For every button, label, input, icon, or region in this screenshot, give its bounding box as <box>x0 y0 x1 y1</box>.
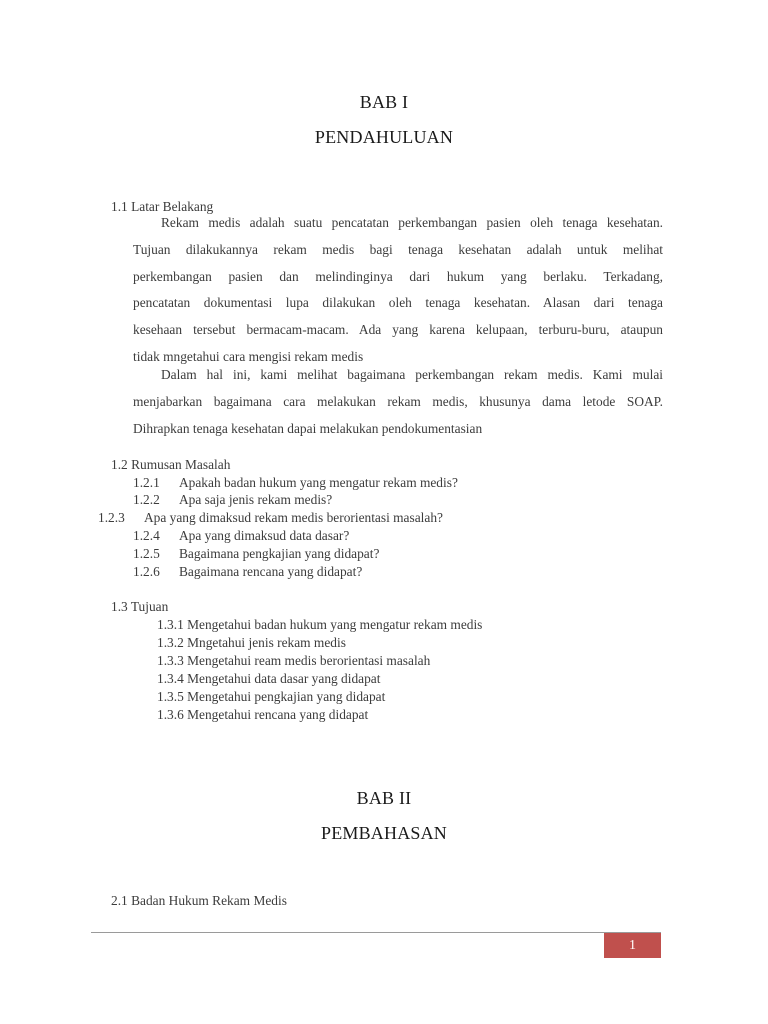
list-item <box>133 492 332 508</box>
list-item: 1.3.2 Mngetahui jenis rekam medis <box>157 635 346 650</box>
list-item: 1.3.5 Mengetahui pengkajian yang didapat <box>157 689 386 704</box>
section-2-1-heading: 2.1 Badan Hukum Rekam Medis <box>111 893 287 908</box>
section-1-1-heading: 1.1 Latar Belakang <box>111 199 214 214</box>
list-item-number: 1.2.4 <box>133 528 160 543</box>
page-number-badge: 1 <box>604 933 661 958</box>
list-item: 1.3.3 Mengetahui ream medis berorientasi masalah <box>157 653 431 668</box>
list-item <box>133 564 362 580</box>
list-item <box>98 510 443 526</box>
chapter-2-label: BAB II <box>356 788 412 808</box>
list-item <box>133 546 379 562</box>
background-paragraph-2 <box>133 362 663 442</box>
paragraph-line: perkembangan pasien dan melindinginya dari hukum yang berlaku. Terkadang, <box>133 268 663 284</box>
paragraph-line: kesehaan tersebut bermacam-macam. Ada yang karena kelupaan, terburu-buru, ataupun <box>133 322 663 338</box>
footer-divider <box>91 932 661 933</box>
list-item-text: Bagaimana pengkajian yang didapat? <box>179 546 380 561</box>
paragraph-line: tidak mngetahui cara mengisi rekam medis <box>133 348 364 364</box>
list-item-number: 1.2.5 <box>133 546 160 561</box>
list-item: 1.3.1 Mengetahui badan hukum yang mengatur rekam medis <box>157 617 483 632</box>
list-item-number: 1.2.1 <box>133 475 160 490</box>
list-item-text: Apa yang dimaksud rekam medis berorientasi masalah? <box>144 510 443 525</box>
list-item: 1.3.4 Mengetahui data dasar yang didapat <box>157 671 381 686</box>
list-item-text: Apa saja jenis rekam medis? <box>179 492 333 507</box>
chapter-2-title: PEMBAHASAN <box>320 823 448 843</box>
chapter-1-title: PENDAHULUAN <box>314 127 454 147</box>
list-item <box>133 475 458 491</box>
list-item-text: Apa yang dimaksud data dasar? <box>179 528 350 543</box>
paragraph-line: Dihrapkan tenaga kesehatan dapai melakukan pendokumentasian <box>133 420 483 436</box>
paragraph-line: Dalam hal ini, kami melihat bagaimana perkembangan rekam medis. Kami mulai <box>161 367 663 382</box>
chapter-1-label: BAB I <box>359 92 409 112</box>
list-item <box>133 528 349 544</box>
section-1-3-heading: 1.3 Tujuan <box>111 599 169 614</box>
paragraph-line: pencatatan dokumentasi lupa dilakukan oleh tenaga kesehatan. Alasan dari tenaga <box>133 295 663 311</box>
background-paragraph-1 <box>133 210 663 371</box>
list-item-number: 1.2.2 <box>133 492 160 507</box>
paragraph-line: Tujuan dilakukannya rekam medis bagi tenaga kesehatan adalah untuk melihat <box>133 241 663 257</box>
list-item-text: Apakah badan hukum yang mengatur rekam medis? <box>179 475 458 490</box>
list-item-number: 1.2.6 <box>133 564 160 579</box>
list-item-text: Bagaimana rencana yang didapat? <box>179 564 363 579</box>
paragraph-line: Rekam medis adalah suatu pencatatan perkembangan pasien oleh tenaga kesehatan. <box>161 215 663 230</box>
paragraph-line: menjabarkan bagaimana cara melakukan rekam medis, khusunya dama letode SOAP. <box>133 393 663 409</box>
section-1-2-heading: 1.2 Rumusan Masalah <box>111 457 231 472</box>
list-item-number: 1.2.3 <box>98 510 125 525</box>
list-item: 1.3.6 Mengetahui rencana yang didapat <box>157 707 369 722</box>
